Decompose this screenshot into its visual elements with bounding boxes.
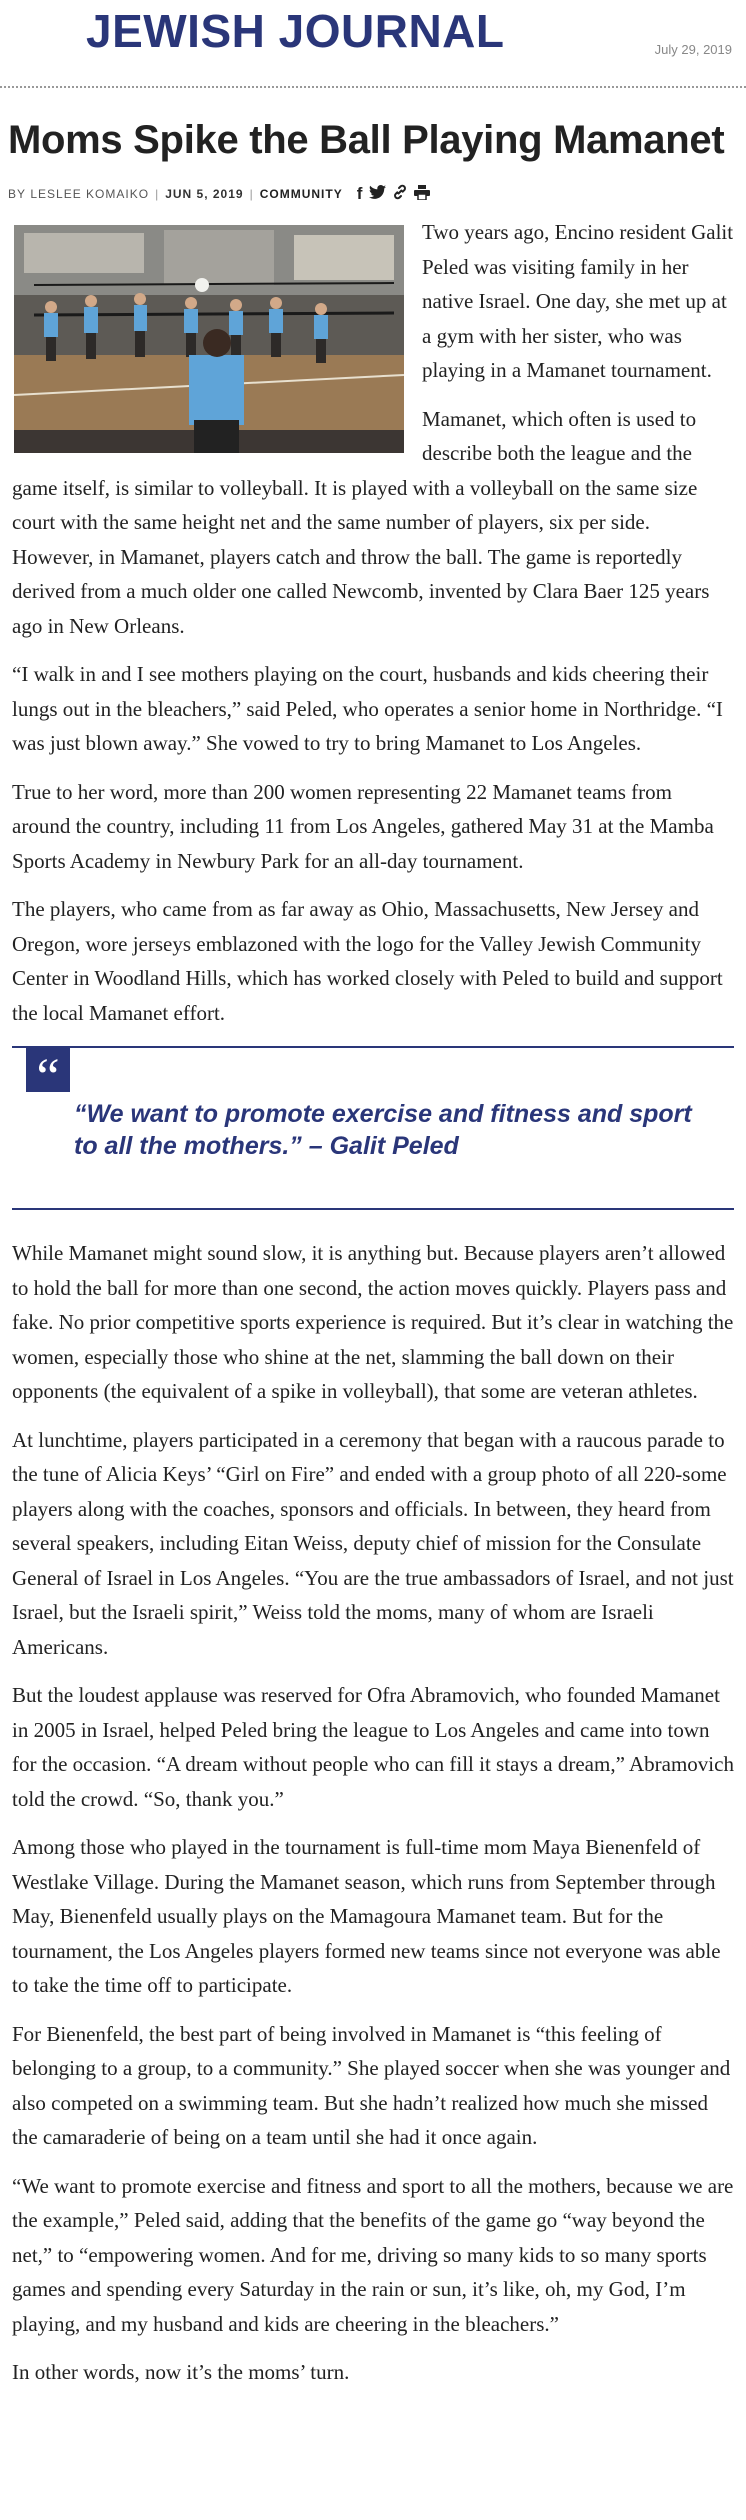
byline-date: JUN 5, 2019 xyxy=(165,186,244,201)
byline-divider: | xyxy=(155,186,160,201)
pull-quote-text: “We want to promote exercise and fitness and sport to all the mothers.” – Galit Peled xyxy=(74,1100,692,1160)
paragraph: While Mamanet might sound slow, it is anything but. Because players aren’t allowed to hold the ball for more than one second, the action moves quickly. Players pass and fake. No prior competitive sports experience is required. But it’s clear in watching the women, especially those who shine at the net, slamming the ball down on their opponents (the equivalent of a spike in volleyball), that some are veteran athletes. xyxy=(12,1241,734,1403)
twitter-icon[interactable] xyxy=(369,185,386,202)
byline-category[interactable]: COMMUNITY xyxy=(259,186,343,201)
link-icon[interactable] xyxy=(392,184,408,203)
paragraph: In other words, now it’s the moms’ turn. xyxy=(12,2360,350,2384)
paragraph: For Bienenfeld, the best part of being involved in Mamanet is “this feeling of belonging to a group, to a community.” She played soccer when she was younger and also competed on a swimming team. But she hadn’t realized how much she missed the camaraderie of being on a team until she had it once again. xyxy=(12,2021,731,2149)
paragraph: At lunchtime, players participated in a ceremony that began with a raucous parade to the tune of Alicia Keys’ “Girl on Fire” and ended with a group photo of all 220-some players along with the coaches, sponsors and officials. In between, they heard from several speakers, including Eitan Weiss, deputy chief of mission for the Consulate General of Israel in Los Angeles. “You are the true ambassadors of Israel, and not just Israel, but the Israeli spirit,” Weiss told the moms, many of whom are Israeli Americans. xyxy=(12,1427,734,1659)
article-headline: Moms Spike the Ball Playing Mamanet xyxy=(8,118,725,162)
paragraph: But the loudest applause was reserved for Ofra Abramovich, who founded Mamanet in 2005 in Israel, helped Peled bring the league to Los Angeles and came into town for the occasion. “A dream without people who can fill it stays a dream,” Abramovich told the crowd. “So, thank you.” xyxy=(12,1683,734,1811)
facebook-icon[interactable]: f xyxy=(356,183,364,203)
byline-author[interactable]: LESLEE KOMAIKO xyxy=(30,186,150,201)
pull-quote xyxy=(12,1046,734,1210)
byline-prefix: BY xyxy=(8,186,27,201)
paragraph: The players, who came from as far away as Ohio, Massachusetts, New Jersey and Oregon, wore jerseys emblazoned with the logo for the Valley Jewish Community Center in Woodland Hills, which has worked closely with Peled to build and support the local Mamanet effort. xyxy=(12,897,723,1025)
masthead xyxy=(0,0,746,88)
paragraph: “I walk in and I see mothers playing on the court, husbands and kids cheering their lungs out in the bleachers,” said Peled, who operates a senior home in Northridge. “I was just blown away.” She vowed to try to bring Mamanet to Los Angeles. xyxy=(12,662,723,755)
share-icons xyxy=(357,184,431,203)
paragraph: Among those who played in the tournament is full-time mom Maya Bienenfeld of Westlake Village. During the Mamanet season, which runs from September through May, Bienenfeld usually plays on the Mamagoura Mamanet team. But for the tournament, the Los Angeles players formed new teams since not everyone was able to take the time off to participate. xyxy=(12,1835,721,1997)
paragraph: Two years ago, Encino resident Galit Peled was visiting family in her native Israel. One day, she met up at a gym with her sister, who was playing in a Mamanet tournament. xyxy=(422,220,734,382)
masthead-date: July 29, 2019 xyxy=(654,42,732,57)
byline-divider: | xyxy=(249,186,254,201)
quote-mark-icon: “ xyxy=(26,1048,70,1092)
print-icon[interactable] xyxy=(414,185,430,203)
paragraph: Mamanet, which often is used to describe both the league and the game itself, is similar to volleyball. It is played with a volleyball on the same size court with the same height net and the same number of players, six per side. However, in Mamanet, players catch and throw the ball. The game is reportedly derived from a much older one called Newcomb, invented by Clara Baer 125 years ago in New Orleans. xyxy=(12,406,710,638)
paragraph: “We want to promote exercise and fitness and sport to all the mothers, because we are the example,” Peled said, adding that the benefits of the game go “way beyond the net,” to “empowering women. And for me, driving so many kids to so many sports games and spending every Saturday in the rain or sun, it’s like, oh, my God, I’m playing, and my husband and kids are cheering in the bleachers.” xyxy=(12,2173,734,2336)
paragraph: True to her word, more than 200 women representing 22 Mamanet teams from around the country, including 11 from Los Angeles, gathered May 31 at the Mamba Sports Academy in Newbury Park for an all-day tournament. xyxy=(12,779,714,873)
site-logo[interactable]: JEWISH JOURNAL xyxy=(86,5,505,57)
byline xyxy=(8,184,746,203)
article-photo xyxy=(14,225,404,453)
article-body xyxy=(0,213,746,2390)
